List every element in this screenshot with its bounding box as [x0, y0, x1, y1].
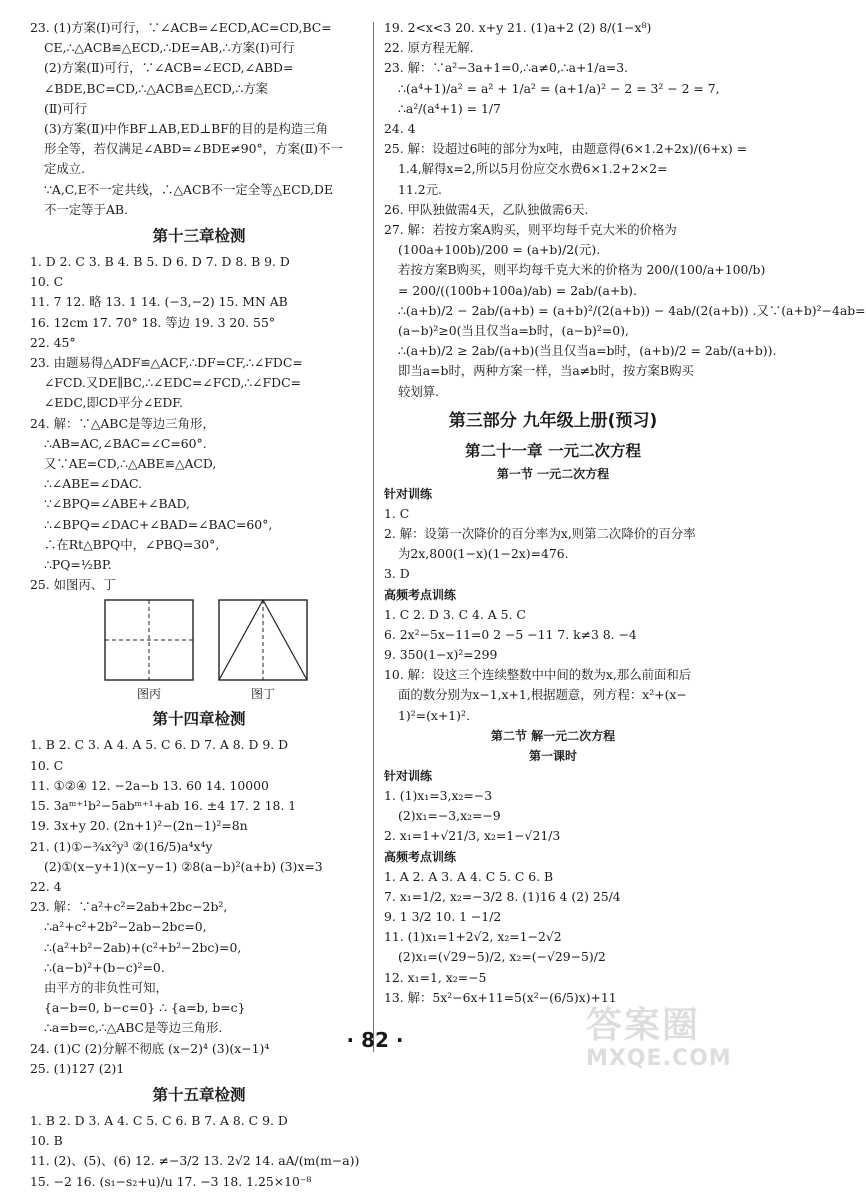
text-line: 24. 4 [384, 121, 416, 137]
section1-subheading-targeted: 针对训练 [384, 486, 433, 501]
chapter21-title: 第二十一章 一元二次方程 [465, 441, 641, 460]
text-line: (2)方案(Ⅱ)可行，∵∠ACB=∠ECD,∠ABD= [44, 60, 294, 76]
text-line: ∴(a⁴+1)/a² = a² + 1/a² = (a+1/a)² − 2 = 3² − 2 = 7, [398, 80, 720, 96]
figures-row [104, 599, 368, 703]
chapter13-title: 第十三章检测 [152, 227, 246, 246]
text-line: {a−b=0, b−c=0} ∴ {a=b, b=c} [44, 1000, 246, 1016]
text-line: ∴在Rt△BPQ中，∠PBQ=30°, [44, 536, 220, 552]
text-line: 19. 2<x<3 20. x+y 21. (1)a+2 (2) 8/(1−x⁸) [384, 20, 652, 35]
text-line: ∵A,C,E不一定共线，∴△ACB不一定全等△ECD,DE [44, 181, 334, 197]
text-line: 形全等，若仅满足∠ABD=∠BDE≠90°，方案(Ⅱ)不一 [44, 141, 343, 157]
text-line: 24. (1)C (2)分解不彻底 (x−2)⁴ (3)(x−1)⁴ [30, 1040, 270, 1056]
text-line: 6. 2x²−5x−11=0 2 −5 −11 7. k≠3 8. −4 [384, 626, 637, 642]
text-line: ∴∠BPQ=∠DAC+∠BAD=∠BAC=60°, [44, 516, 273, 532]
section2-lesson: 第一课时 [528, 748, 577, 763]
chapter15-title: 第十五章检测 [152, 1085, 246, 1104]
text-line: 15. 3aᵐ⁺¹b²−5abᵐ⁺¹+ab 16. ±4 17. 2 18. 1 [30, 798, 297, 814]
section2-subheading-targeted: 针对训练 [384, 768, 433, 783]
text-line: ∠BDE,BC=CD,∴△ACB≌△ECD,∴方案 [44, 80, 268, 96]
text-line: 21. (1)①−¾x²y³ ②(16/5)a⁴x⁴y [30, 838, 213, 854]
text-line: 16. 12cm 17. 70° 18. 等边 19. 3 20. 55° [30, 314, 276, 330]
text-line: 1. B 2. C 3. A 4. A 5. C 6. D 7. A 8. D 9. D [30, 737, 289, 753]
right-column [384, 18, 866, 1008]
chapter15-answers [30, 1111, 368, 1192]
chapter14-title: 第十四章检测 [152, 710, 246, 729]
figure-caption: 图丙 [136, 687, 161, 702]
figure-bing [104, 599, 194, 703]
text-line: (2)x₁=−3,x₂=−9 [398, 808, 501, 824]
text-line: 27. 解：若按方案A购买，则平均每千克大米的价格为 [384, 222, 677, 238]
text-line: 22. 45° [30, 334, 76, 350]
text-line: 25. 如图丙、丁 [30, 577, 116, 593]
text-line: 23. 由题易得△ADF≌△ACF,∴DF=CF,∴∠FDC= [30, 355, 303, 371]
text-line: 25. (1)127 (2)1 [30, 1060, 125, 1076]
text-line: 19. 3x+y 20. (2n+1)²−(2n−1)²=8n [30, 818, 248, 834]
text-line: 又∵AE=CD,∴△ABE≌△ACD, [44, 456, 217, 472]
text-line: 22. 4 [30, 878, 62, 894]
left-column [30, 18, 368, 1192]
chapter15-continued [384, 18, 866, 402]
figure-caption: 图丁 [250, 687, 275, 702]
text-line: ∴AB=AC,∠BAC=∠C=60°. [44, 435, 207, 451]
text-line: 为2x,800(1−x)(1−2x)=476. [398, 546, 569, 562]
text-line: (100a+100b)/200 = (a+b)/2(元). [398, 242, 601, 258]
q23-block [30, 18, 368, 220]
text-line: 10. 解：设这三个连续整数中中间的数为x,那么前面和后 [384, 667, 692, 683]
section1-highfreq-answers [384, 605, 722, 726]
text-line: 15. −2 16. (s₁−s₂+u)/u 17. −3 18. 1.25×10⁻⁸ [30, 1173, 312, 1189]
text-line: (2)x₁=(√29−5)/2, x₂=(−√29−5)/2 [398, 949, 606, 965]
text-line: (3)方案(Ⅱ)中作BF⊥AB,ED⊥BF的目的是构造三角 [44, 121, 329, 137]
text-line: ∠EDC,即CD平分∠EDF. [44, 395, 183, 411]
text-line: ∴∠ABE=∠DAC. [44, 476, 142, 492]
text-line: 22. 原方程无解. [384, 40, 474, 56]
figure-ding [218, 599, 308, 703]
section2-highfreq-answers [384, 867, 722, 1008]
text-line: 24. 解：∵△ABC是等边三角形， [30, 415, 215, 431]
text-line: 12. x₁=1, x₂=−5 [384, 969, 487, 985]
text-line: ∴(a+b)/2 ≥ 2ab/(a+b)(当且仅当a=b时，(a+b)/2 = 2ab/(a+b)). [398, 343, 777, 359]
text-line: ∴(a−b)²+(b−c)²=0. [44, 959, 165, 975]
text-line: 由平方的非负性可知， [44, 979, 168, 995]
text-line: 1. (1)x₁=3,x₂=−3 [384, 787, 493, 803]
text-line: ∴a=b=c,∴△ABC是等边三角形. [44, 1020, 223, 1036]
text-line: (a−b)²≥0(当且仅当a=b时，(a−b)²=0), [398, 323, 629, 339]
text-line: 11. (2)、(5)、(6) 12. ≠−3/2 13. 2√2 14. aA/(m(m−a)) [30, 1153, 360, 1169]
text-line: ∴PQ=½BP. [44, 557, 112, 573]
text-line: 3. D [384, 566, 410, 582]
text-line: 定成立. [44, 161, 86, 177]
text-line: (Ⅱ)可行 [44, 100, 87, 116]
text-line: 10. B [30, 1133, 63, 1149]
text-line: 1. A 2. A 3. A 4. C 5. C 6. B [384, 868, 554, 884]
text-line: 面的数分别为x−1,x+1,根据题意，列方程：x²+(x− [398, 687, 687, 703]
square-triangle-figure [218, 599, 308, 681]
text-line: ∠FCD.又DE∥BC,∴∠EDC=∠FCD,∴∠FDC= [44, 375, 301, 391]
text-line: = 200/((100b+100a)/ab) = 2ab/(a+b). [398, 282, 637, 298]
text-line: CE,∴△ACB≌△ECD,∴DE=AB,∴方案(Ⅰ)可行 [44, 40, 295, 56]
text-line: 1. C [384, 505, 410, 521]
chapter13-answers [30, 252, 368, 595]
section1-title: 第一节 一元二次方程 [496, 466, 610, 481]
text-line: 11. (1)x₁=1+2√2, x₂=1−2√2 [384, 929, 562, 945]
section2-targeted-answers [384, 786, 722, 847]
column-divider [373, 22, 374, 1052]
text-line: 2. x₁=1+√21/3, x₂=1−√21/3 [384, 828, 561, 844]
text-line: 不一定等于AB. [44, 201, 128, 217]
watermark-line1: 答案圈 [586, 1005, 701, 1046]
text-line: ∴a²/(a⁴+1) = 1/7 [398, 100, 501, 116]
text-line: 9. 350(1−x)²=299 [384, 647, 498, 663]
text-line: 13. 解：5x²−6x+11=5(x²−(6/5)x)+11 [384, 989, 617, 1005]
square-dashed-cross-figure [104, 599, 194, 681]
part3-title: 第三部分 九年级上册(预习) [448, 410, 658, 431]
text-line: 11.2元. [398, 181, 442, 197]
text-line: 较划算. [398, 383, 440, 399]
text-line: 26. 甲队独做需4天，乙队独做需6天. [384, 201, 589, 217]
text-line: ∵∠BPQ=∠ABE+∠BAD, [44, 496, 190, 512]
text-line: 9. 1 3/2 10. 1 −1/2 [384, 908, 502, 924]
text-line: 23. (1)方案(Ⅰ)可行，∵∠ACB=∠ECD,AC=CD,BC= [30, 20, 332, 35]
text-line: 11. ①②④ 12. −2a−b 13. 60 14. 10000 [30, 777, 269, 793]
text-line: 2. 解：设第一次降价的百分率为x,则第二次降价的百分率 [384, 526, 696, 542]
text-line: 1. D 2. C 3. B 4. B 5. D 6. D 7. D 8. B 9. D [30, 254, 290, 270]
text-line: 11. 7 12. 略 13. 1 14. (−3,−2) 15. MN AB [30, 294, 288, 310]
text-line: ∴a²+c²+2b²−2ab−2bc=0, [44, 919, 207, 935]
text-line: ∴(a+b)/2 − 2ab/(a+b) = (a+b)²/(2(a+b)) − 4ab/(2(a+b)) .又∵(a+b)²−4ab= [398, 302, 866, 318]
text-line: 1. B 2. D 3. A 4. C 5. C 6. B 7. A 8. C 9. D [30, 1112, 288, 1128]
text-line: 25. 解：设超过6吨的部分为x吨，由题意得(6×1.2+2x)/(6+x) = [384, 141, 748, 157]
text-line: 10. C [30, 757, 64, 773]
text-line: 若按方案B购买，则平均每千克大米的价格为 200/(100/a+100/b) [398, 262, 766, 278]
text-line: 即当a=b时，两种方案一样，当a≠b时，按方案B购买 [398, 363, 694, 379]
text-line: 1. C 2. D 3. C 4. A 5. C [384, 606, 526, 622]
section1-targeted-answers [384, 504, 722, 585]
text-line: 23. 解：∵a²+c²=2ab+2bc−2b², [30, 899, 228, 915]
text-line: 1)²=(x+1)². [398, 707, 470, 723]
text-line: 1.4,解得x=2,所以5月份应交水费6×1.2+2×2= [398, 161, 668, 177]
text-line: ∴(a²+b²−2ab)+(c²+b²−2bc)=0, [44, 939, 242, 955]
section2-title: 第二节 解一元二次方程 [490, 728, 616, 743]
text-line: 23. 解：∵a²−3a+1=0,∴a≠0,∴a+1/a=3. [384, 60, 629, 76]
section1-subheading-highfreq: 高频考点训练 [384, 587, 457, 602]
watermark-logo [586, 1006, 736, 1076]
watermark-line2: MXQE.COM [586, 1046, 732, 1071]
text-line: 7. x₁=1/2, x₂=−3/2 8. (1)16 4 (2) 25/4 [384, 888, 621, 904]
section2-subheading-highfreq: 高频考点训练 [384, 849, 457, 864]
text-line: (2)①(x−y+1)(x−y−1) ②8(a−b)²(a+b) (3)x=3 [44, 858, 323, 874]
text-line: 10. C [30, 274, 64, 290]
page-number: · 82 · [346, 1028, 404, 1052]
